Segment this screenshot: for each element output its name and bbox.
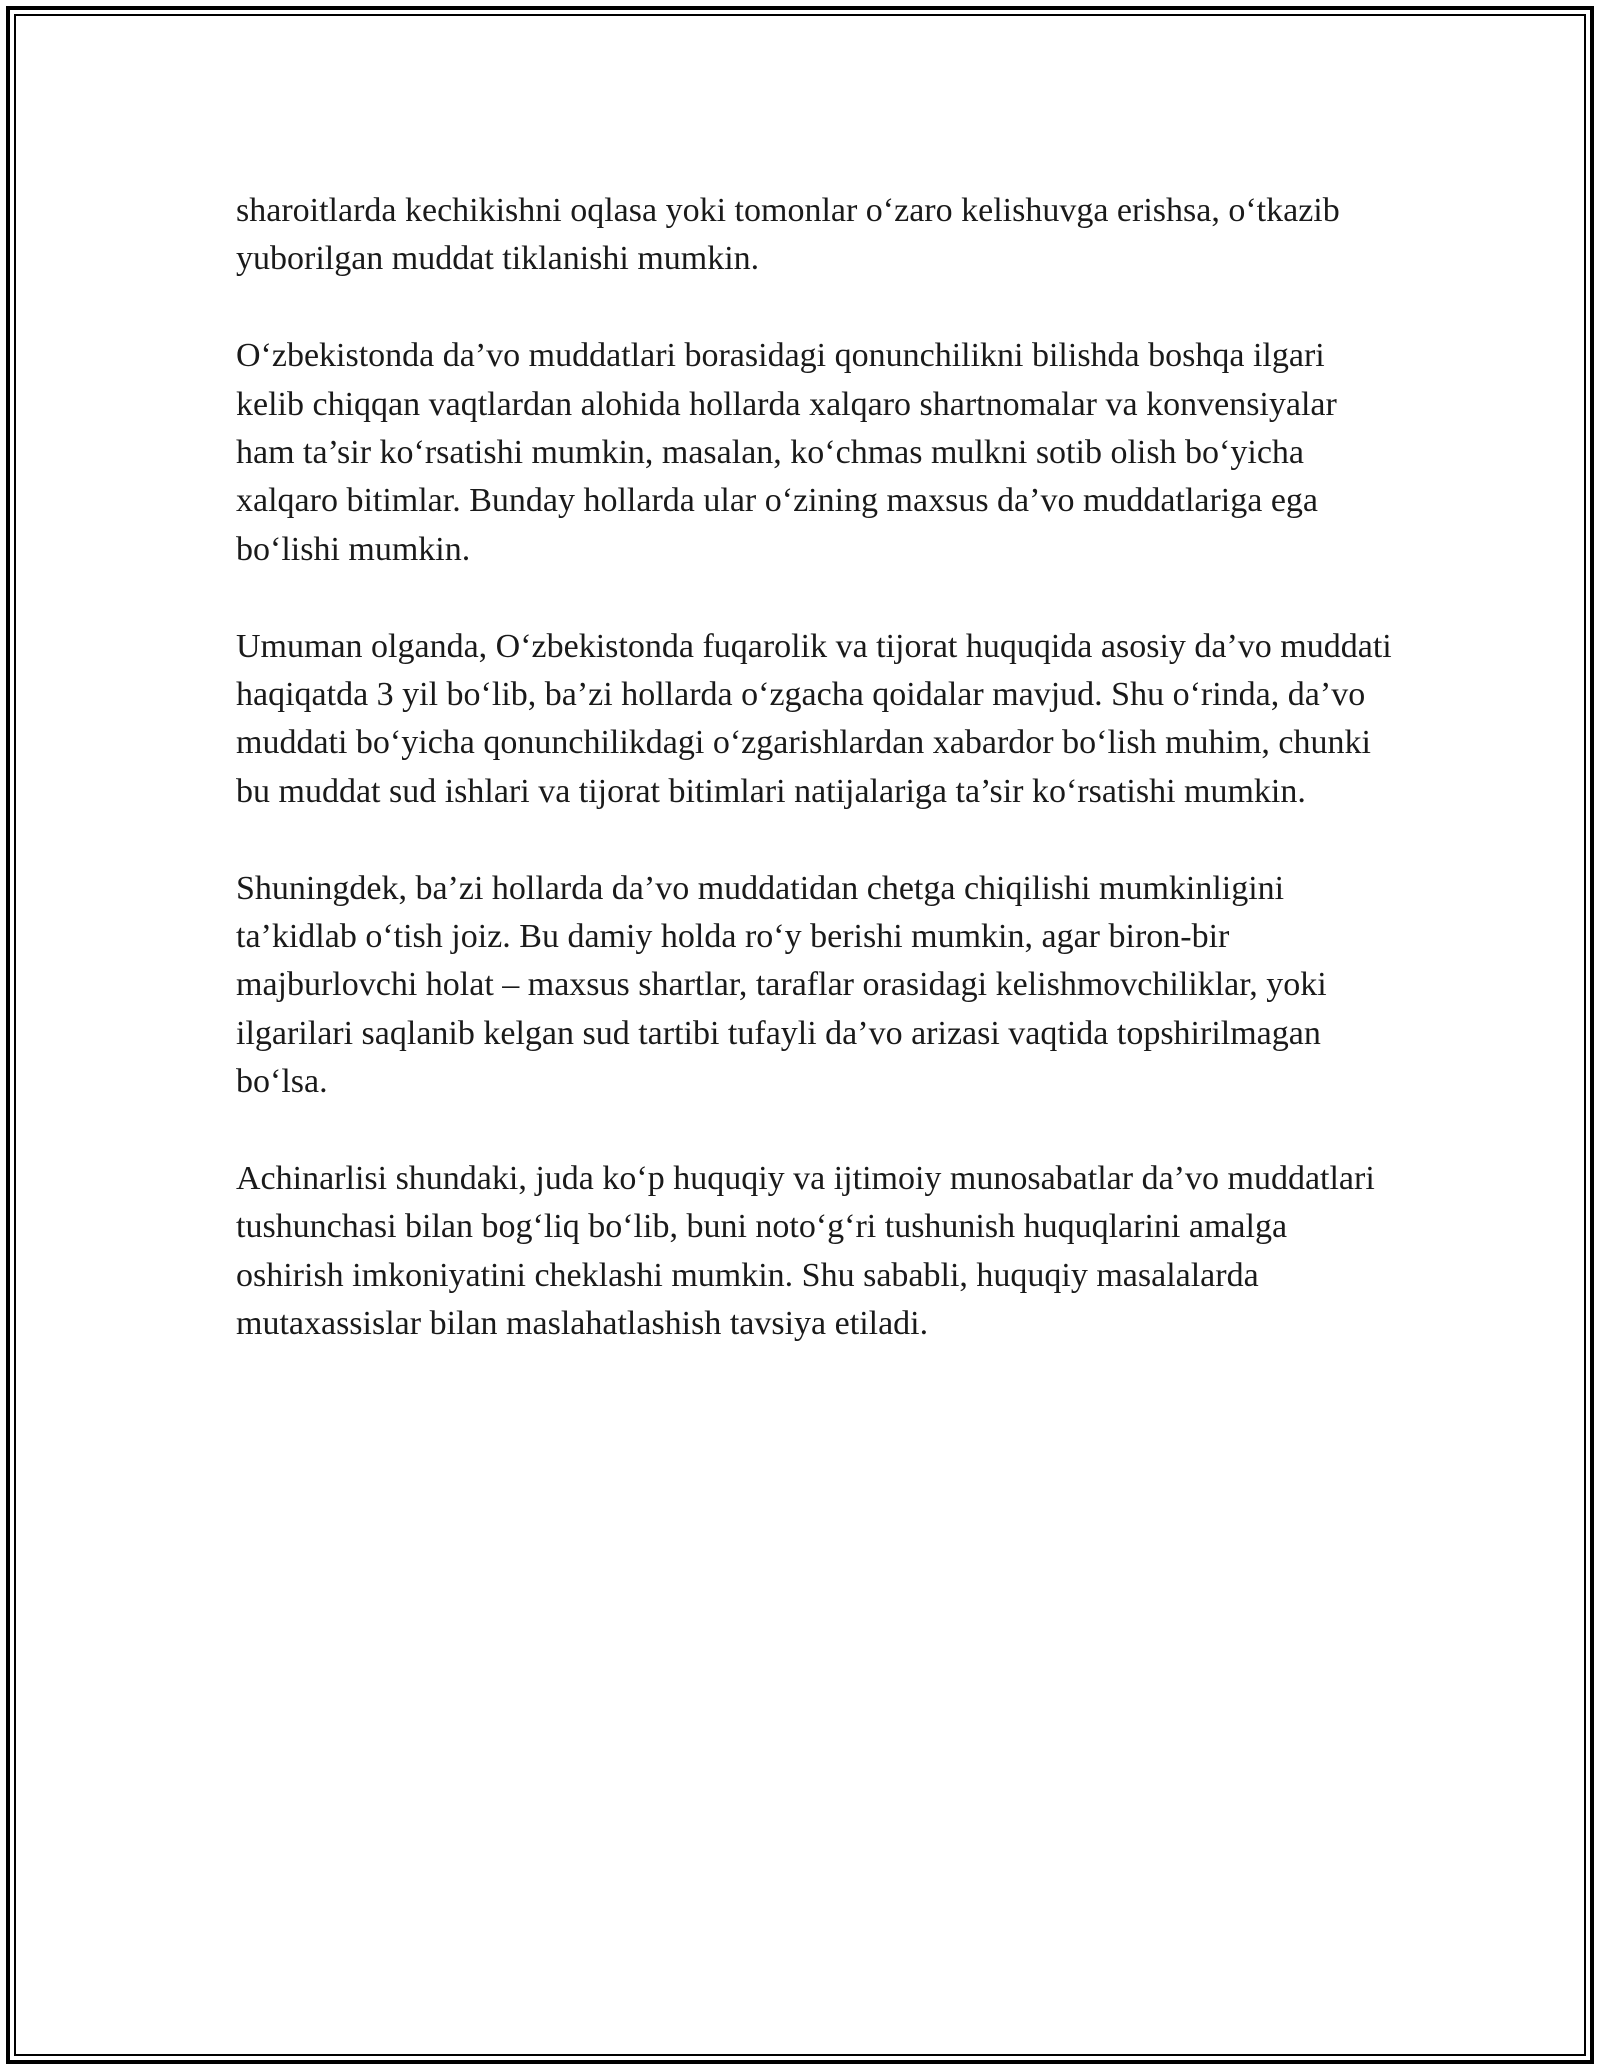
document-body — [236, 187, 1396, 1349]
paragraph-5: Achinarlisi shundaki, juda ko‘p huquqiy va ijtimoiy munosabatlar da’vo muddatlari tushunchasi bilan bog‘liq bo‘lib, buni noto‘g‘ri tushunish huquqlarini amalga oshirish imkoniyatini cheklashi mumkin. Shu sababli, huquqiy masalalarda mutaxassislar bilan maslahatlashish tavsiya etiladi. — [236, 1160, 1375, 1343]
paragraph-2: O‘zbekistonda da’vo muddatlari borasidagi qonunchilikni bilishda boshqa ilgari kelib chiqqan vaqtlardan alohida hollarda xalqaro shartnomalar va konvensiyalar ham ta’sir ko‘rsatishi mumkin, masalan, ko‘chmas mulkni sotib olish bo‘yicha xalqaro bitimlar. Bunday hollarda ular o‘zining maxsus da’vo muddatlariga ega bo‘lishi mumkin. — [236, 337, 1337, 568]
paragraph-3: Umuman olganda, O‘zbekistonda fuqarolik va tijorat huquqida asosiy da’vo muddati haqiqatda 3 yil bo‘lib, ba’zi hollarda o‘zgacha qoidalar mavjud. Shu o‘rinda, da’vo muddati bo‘yicha qonunchilikdagi o‘zgarishlardan xabardor bo‘lish muhim, chunki bu muddat sud ishlari va tijorat bitimlari natijalariga ta’sir ko‘rsatishi mumkin. — [236, 627, 1392, 810]
paragraph-4: Shuningdek, ba’zi hollarda da’vo muddatidan chetga chiqilishi mumkinligini ta’kidlab o‘tish joiz. Bu damiy holda ro‘y berishi mumkin, agar biron-bir majburlovchi holat – maxsus shartlar, taraflar orasidagi kelishmovchiliklar, yoki ilgarilari saqlanib kelgan sud tartibi tufayli da’vo arizasi vaqtida topshirilmagan bo‘lsa. — [236, 869, 1327, 1101]
paragraph-1: sharoitlarda kechikishni oqlasa yoki tomonlar o‘zaro kelishuvga erishsa, o‘tkazib yuborilgan muddat tiklanishi mumkin. — [236, 192, 1340, 278]
